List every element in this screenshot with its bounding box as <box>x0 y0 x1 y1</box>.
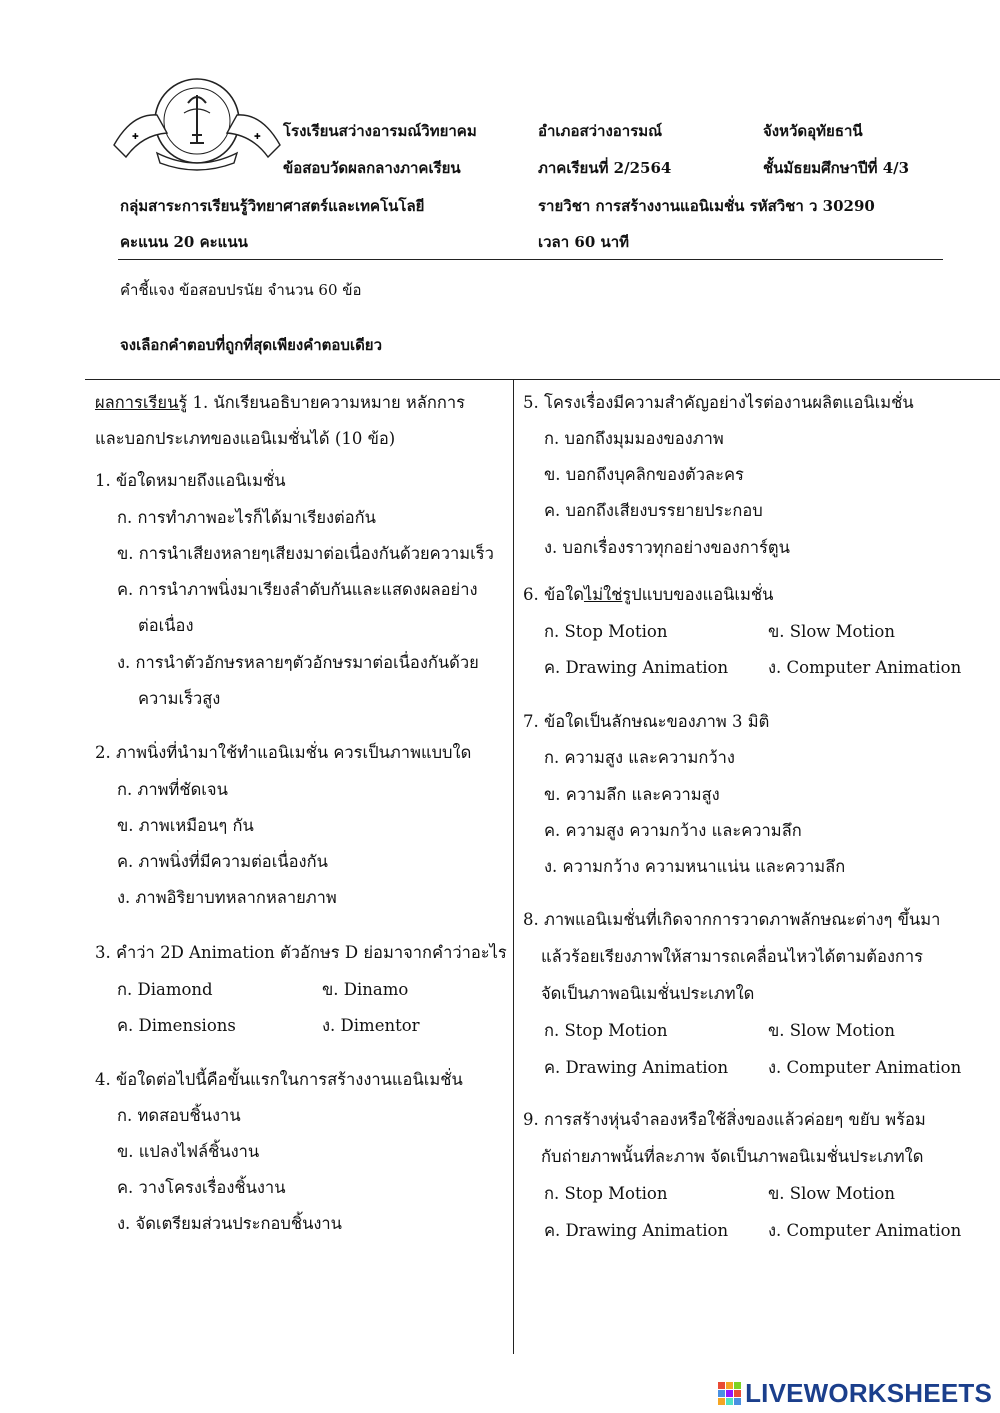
q4-option-c[interactable]: ค. วางโครงเรื่องชิ้นงาน <box>117 1178 286 1197</box>
instructions-line <box>120 278 362 302</box>
instructions-text: คำชี้แจง ข้อสอบปรนัย จำนวน 60 ข้อ <box>120 281 362 299</box>
q1-option-d[interactable]: ง. การนำตัวอักษรหลายๆตัวอักษรมาต่อเนื่องกันด้วย <box>117 653 479 672</box>
semester: ภาคเรียนที่ 2/2564 <box>538 159 672 177</box>
q3-option-d[interactable]: ง. Dimentor <box>322 1016 420 1035</box>
subject-info: รายวิชา การสร้างงานแอนิเมชั่น รหัสวิชา ว 30290 <box>538 197 875 215</box>
q6-question-pre: 6. ข้อใด <box>523 585 584 604</box>
q4-question: 4. ข้อใดต่อไปนี้คือขั้นแรกในการสร้างงานแอนิเมชั่น <box>95 1070 463 1089</box>
q4-option-b[interactable]: ข. แปลงไฟล์ชิ้นงาน <box>117 1142 260 1161</box>
q5-option-a[interactable]: ก. บอกถึงมุมมองของภาพ <box>544 429 724 448</box>
q8-question-cont1: แล้วร้อยเรียงภาพให้สามารถเคลื่อนไหวได้ตามต้องการ <box>541 947 924 966</box>
q7-option-c[interactable]: ค. ความสูง ความกว้าง และความลึก <box>544 821 802 840</box>
q7-option-a[interactable]: ก. ความสูง และความกว้าง <box>544 748 735 767</box>
learning-outcome-cont: และบอกประเภทของแอนิเมชั่นได้ (10 ข้อ) <box>95 429 396 448</box>
school-name: โรงเรียนสว่างอารมณ์วิทยาคม <box>283 122 477 140</box>
q4-option-a[interactable]: ก. ทดสอบชิ้นงาน <box>117 1106 241 1125</box>
q8-option-c[interactable]: ค. Drawing Animation <box>544 1058 729 1077</box>
q5-option-b[interactable]: ข. บอกถึงบุคลิกของตัวละคร <box>544 465 744 484</box>
q2-option-d[interactable]: ง. ภาพอิริยาบทหลากหลายภาพ <box>117 888 337 907</box>
q6-option-b[interactable]: ข. Slow Motion <box>768 622 895 641</box>
q2-option-a[interactable]: ก. ภาพที่ชัดเจน <box>117 780 228 799</box>
q8-option-d[interactable]: ง. Computer Animation <box>768 1058 962 1077</box>
q9-option-c[interactable]: ค. Drawing Animation <box>544 1221 729 1240</box>
q6-question-post: รูปแบบของแอนิเมชั่น <box>622 585 774 604</box>
liveworksheets-logo-icon <box>718 1382 741 1405</box>
grade-level: ชั้นมัธยมศึกษาปีที่ 4/3 <box>763 159 910 177</box>
q1-option-b[interactable]: ข. การนำเสียงหลายๆเสียงมาต่อเนื่องกันด้วยความเร็ว <box>117 544 494 563</box>
q7-option-b[interactable]: ข. ความลึก และความสูง <box>544 785 720 804</box>
q9-question-cont: กับถ่ายภาพนั้นที่ละภาพ จัดเป็นภาพอนิเมชั่นประเภทใด <box>541 1147 924 1166</box>
q8-question: 8. ภาพแอนิเมชั่นที่เกิดจากการวาดภาพลักษณะต่างๆ ขึ้นมา <box>523 910 941 929</box>
q6-option-a[interactable]: ก. Stop Motion <box>544 622 668 641</box>
q5-question: 5. โครงเรื่องมีความสำคัญอย่างไรต่องานผลิตแอนิเมชั่น <box>523 393 914 412</box>
q7-option-d[interactable]: ง. ความกว้าง ความหนาแน่น และความลึก <box>544 857 846 876</box>
q3-question: 3. คำว่า 2D Animation ตัวอักษร D ย่อมาจากคำว่าอะไร <box>95 943 507 962</box>
q8-option-a[interactable]: ก. Stop Motion <box>544 1021 668 1040</box>
province: จังหวัดอุทัยธานี <box>763 122 863 140</box>
exam-time: เวลา 60 นาที <box>538 233 630 251</box>
q2-question: 2. ภาพนิ่งที่นำมาใช้ทำแอนิเมชั่น ควรเป็นภาพแบบใด <box>95 743 472 762</box>
q2-option-b[interactable]: ข. ภาพเหมือนๆ กัน <box>117 816 254 835</box>
q6-option-c[interactable]: ค. Drawing Animation <box>544 658 729 677</box>
q3-option-a[interactable]: ก. Diamond <box>117 980 213 999</box>
q8-question-cont2: จัดเป็นภาพอนิเมชั่นประเภทใด <box>541 984 755 1003</box>
q1-option-a[interactable]: ก. การทำภาพอะไรก็ได้มาเรียงต่อกัน <box>117 508 376 527</box>
svg-text:✚: ✚ <box>254 132 261 141</box>
instructions-directive: จงเลือกคำตอบที่ถูกที่สุดเพียงคำตอบเดียว <box>120 336 383 354</box>
liveworksheets-text: LIVEWORKSHEETS <box>745 1377 992 1408</box>
liveworksheets-watermark[interactable] <box>718 1376 992 1410</box>
q5-option-d[interactable]: ง. บอกเรื่องราวทุกอย่างของการ์ตูน <box>544 538 790 557</box>
school-emblem-logo <box>112 73 282 173</box>
q1-option-c[interactable]: ค. การนำภาพนิ่งมาเรียงลำดับกันและแสดงผลอย่าง <box>117 580 478 599</box>
q2-option-c[interactable]: ค. ภาพนิ่งที่มีความต่อเนื่องกัน <box>117 852 328 871</box>
column-divider <box>513 379 514 1354</box>
q9-question: 9. การสร้างหุ่นจำลองหรือใช้สิ่งของแล้วค่อยๆ ขยับ พร้อม <box>523 1110 926 1129</box>
q6-option-d[interactable]: ง. Computer Animation <box>768 658 962 677</box>
learning-outcome-label: ผลการเรียนรู้ <box>95 393 188 412</box>
q3-option-b[interactable]: ข. Dinamo <box>322 980 409 999</box>
subject-group: กลุ่มสาระการเรียนรู้วิทยาศาสตร์และเทคโนโลยี <box>120 197 425 215</box>
q6-question <box>523 582 773 608</box>
q8-option-b[interactable]: ข. Slow Motion <box>768 1021 895 1040</box>
content-divider <box>85 379 1000 380</box>
q1-option-c-cont: ต่อเนื่อง <box>138 616 194 635</box>
q6-question-underlined: ไม่ใช่ <box>583 585 623 604</box>
q5-option-c[interactable]: ค. บอกถึงเสียงบรรยายประกอบ <box>544 501 763 520</box>
learning-outcome-text: 1. นักเรียนอธิบายความหมาย หลักการ <box>187 393 466 412</box>
q9-option-d[interactable]: ง. Computer Animation <box>768 1221 962 1240</box>
q4-option-d[interactable]: ง. จัดเตรียมส่วนประกอบชิ้นงาน <box>117 1214 342 1233</box>
q9-option-b[interactable]: ข. Slow Motion <box>768 1184 895 1203</box>
q3-option-c[interactable]: ค. Dimensions <box>117 1016 236 1035</box>
q7-question: 7. ข้อใดเป็นลักษณะของภาพ 3 มิติ <box>523 712 770 731</box>
learning-outcome <box>95 390 465 416</box>
q9-option-a[interactable]: ก. Stop Motion <box>544 1184 668 1203</box>
q1-question: 1. ข้อใดหมายถึงแอนิเมชั่น <box>95 471 286 490</box>
district: อำเภอสว่างอารมณ์ <box>538 122 663 140</box>
exam-title: ข้อสอบวัดผลกลางภาคเรียน <box>283 159 461 177</box>
q1-option-d-cont: ความเร็วสูง <box>138 689 221 708</box>
header-divider <box>118 259 943 260</box>
svg-text:✚: ✚ <box>132 132 139 141</box>
total-score: คะแนน 20 คะแนน <box>120 233 248 251</box>
